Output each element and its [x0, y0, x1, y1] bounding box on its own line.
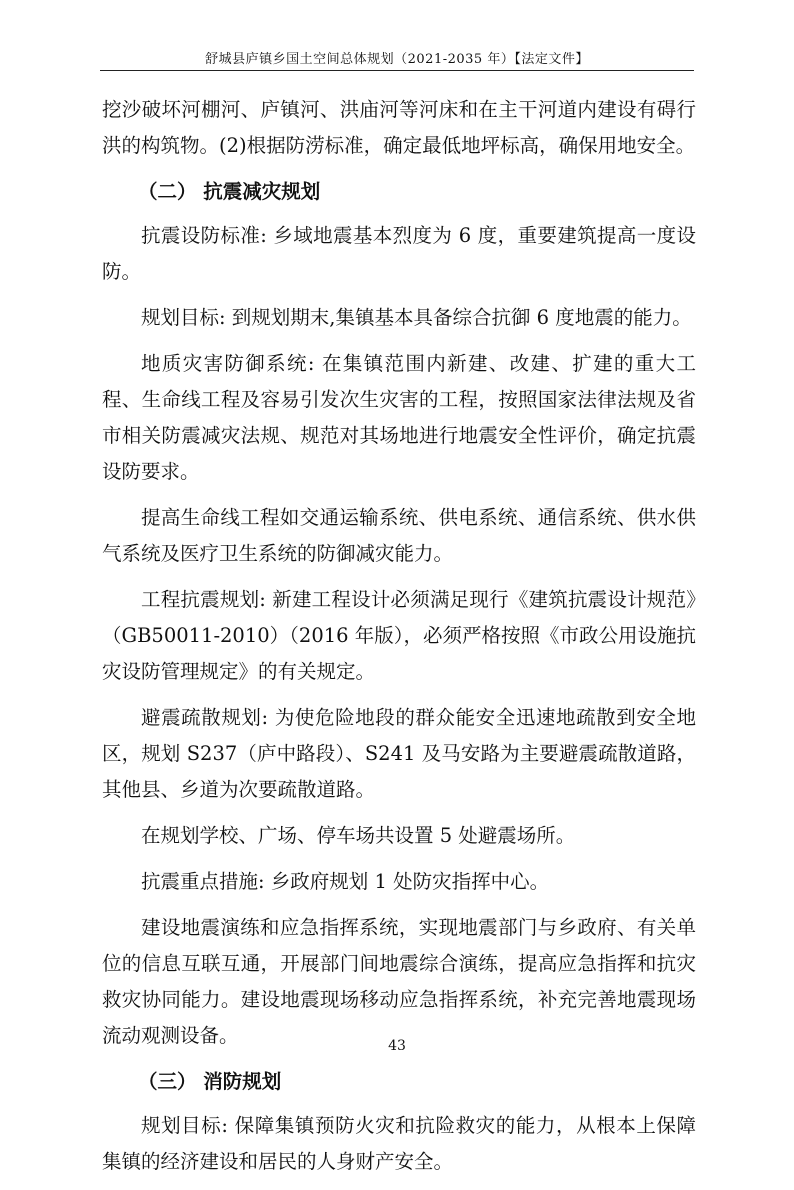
paragraph-geologic-defense: 地质灾害防御系统: 在集镇范围内新建、改建、扩建的重大工程、生命线工程及容易引发次生灾害的工程，按照国家法律法规及省市相关防震减灾法规、规范对其场地进行地震安全性评价，确定抗震设防要求。 — [102, 352, 696, 483]
paragraph-planning-goal: 规划目标: 到规划期末,集镇基本具备综合抗御 6 度地震的能力。 — [141, 306, 692, 329]
paragraph-key-measures: 抗震重点措施: 乡政府规划 1 处防灾指挥中心。 — [141, 870, 550, 893]
paragraph-fire-goal: 规划目标: 保障集镇预防火灾和抗险救灾的能力，从根本上保障集镇的经济建设和居民的人身财产安全。 — [102, 1114, 696, 1173]
paragraph-shelter-sites: 在规划学校、广场、停车场共设置 5 处避震场所。 — [141, 824, 576, 847]
paragraph-continued: 挖沙破坏河棚河、庐镇河、洪庙河等河床和在主干河道内建设有碍行洪的构筑物。(2)根据防涝标准，确定最低地坪标高，确保用地安全。 — [102, 98, 696, 157]
section-heading-fire: （三） 消防规划 — [138, 1070, 282, 1093]
paragraph-engineering-seismic: 工程抗震规划: 新建工程设计必须满足现行《建筑抗震设计规范》（GB50011-2010）（2016 年版），必须严格按照《市政公用设施抗灾设防管理规定》的有关规定。 — [102, 588, 696, 683]
page-content — [102, 92, 696, 1190]
paragraph-emergency-system: 建设地震演练和应急指挥系统，实现地震部门与乡政府、有关单位的信息互联互通，开展部门间地震综合演练，提高应急指挥和抗灾救灾协同能力。建设地震现场移动应急指挥系统，补充完善地震现场流动观测设备。 — [102, 916, 696, 1047]
running-header: 舒城县庐镇乡国土空间总体规划（2021-2035 年）【法定文件】 — [205, 52, 589, 67]
paragraph-seismic-standard: 抗震设防标准: 乡域地震基本烈度为 6 度，重要建筑提高一度设防。 — [102, 224, 696, 283]
section-heading-seismic: （二） 抗震减灾规划 — [138, 180, 321, 203]
paragraph-lifeline-works: 提高生命线工程如交通运输系统、供电系统、通信系统、供水供气系统及医疗卫生系统的防御减灾能力。 — [102, 506, 696, 565]
page-number: 43 — [388, 1038, 406, 1054]
header-rule — [100, 70, 694, 71]
paragraph-evacuation-plan: 避震疏散规划: 为使危险地段的群众能安全迅速地疏散到安全地区，规划 S237（庐中路段）、S241 及马安路为主要避震疏散道路，其他县、乡道为次要疏散道路。 — [102, 706, 696, 801]
